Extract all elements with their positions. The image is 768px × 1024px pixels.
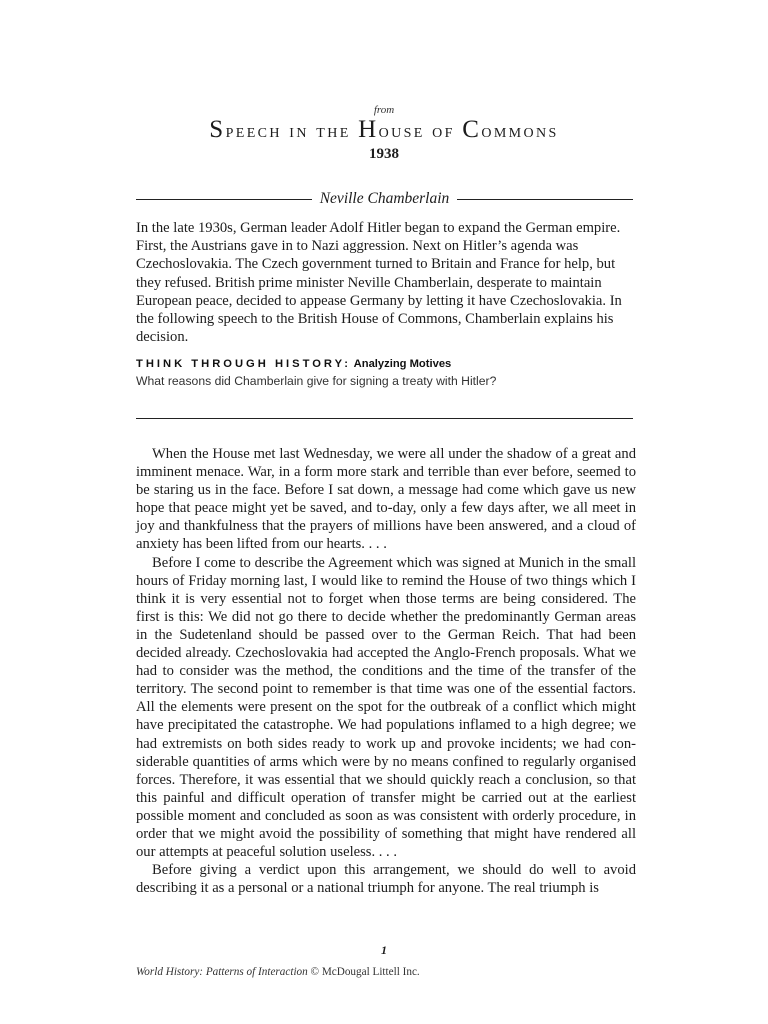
think-through-history-heading [136,358,636,370]
book-title: World History: Patterns of Interaction [136,966,308,978]
author-name: Neville Chamberlain [319,190,450,207]
title-word-2: ouse [378,120,425,142]
speech-paragraph: Before giving a verdict upon this arrangement, we should do well to avoid describing it as a personal or a national triumph for anyone. The real triumph is [136,862,636,897]
page-number: 1 [381,943,387,957]
from-label: from [373,104,395,116]
byline-rule-left [136,199,312,200]
title-word-3: ommons [481,120,559,142]
think-through-history-topic: Analyzing Motives [353,358,452,370]
think-through-history-question: What reasons did Chamberlain give for signing a treaty with Hitler? [136,374,497,388]
speech-text [136,445,636,897]
title-initial-1: S [209,116,226,143]
speech-paragraph: Before I come to describe the Agreement which was signed at Munich in the small hours of Friday morning last, I would like to remind the House of two things which I think it is very essential not to forget when those terms are being considered. The first is this: We did not go there to decide whether the predominantly German areas in the Sudetenland should be passed over to the German Reich. That had been decided already. Czechoslovakia had accepted the Anglo-French proposals. What we had to consider was the method, the conditions and the time of the transfer of the territory. The second point to remember is that time was one of the essential factors. All the elements were present on the spot for the outbreak of a conflict which might have precipitated the catastrophe. We had populations inflamed to a high degree; we had extremists on both sides ready to work up and provoke incidents; we had considerable quantities of arms which were by no means confined to regularly organised forces. Therefore, it was essential that we should quickly reach a conclusion, so that this painful and difficult operation of transfer might be carried out at the earliest possible moment and concluded as soon as was consistent with orderly procedure, in order that we might avoid the possibility of something that might have rendered all our attempts at peaceful solution useless. . . . [136,554,636,861]
author-byline [136,189,633,209]
title-connector-2: of [424,120,463,142]
document-year: 1938 [369,146,399,162]
section-divider [136,418,633,419]
byline-rule-right [457,199,633,200]
think-through-history-label: THINK THROUGH HISTORY: [136,358,351,370]
intro-paragraph: In the late 1930s, German leader Adolf Hitler began to expand the German empire. First, the Austrians gave in to Nazi aggression. Next on Hitler’s agenda was Czechoslovakia. The Czech government turned to Britain and France for help, but they refused. British prime minister Neville Chamberlain, desperate to maintain European peace, decided to appease Germany by letting it have Czechoslovakia. In the following speech to the British House of Commons, Chamberlain explains his decision. [136,220,622,346]
copyright-notice: © McDougal Littell Inc. [307,966,420,978]
title-initial-3: C [462,116,482,143]
speech-paragraph: When the House met last Wednesday, we were all under the shadow of a great and imminent menace. War, in a form more stark and terrible than ever before, seemed to be staring us in the face. Before I sat down, a message had come which gave us new hope that peace might yet be saved, and to-day, only a few days after, we all meet in joy and thankfulness that the prayers of millions have been answered, and a cloud of anxiety has been lifted from our hearts. . . . [136,446,636,553]
title-connector-1: in the [281,120,359,142]
copyright-footer [136,966,636,978]
document-title [0,116,768,144]
title-word-1: peech [225,120,282,142]
title-initial-2: H [358,116,379,143]
